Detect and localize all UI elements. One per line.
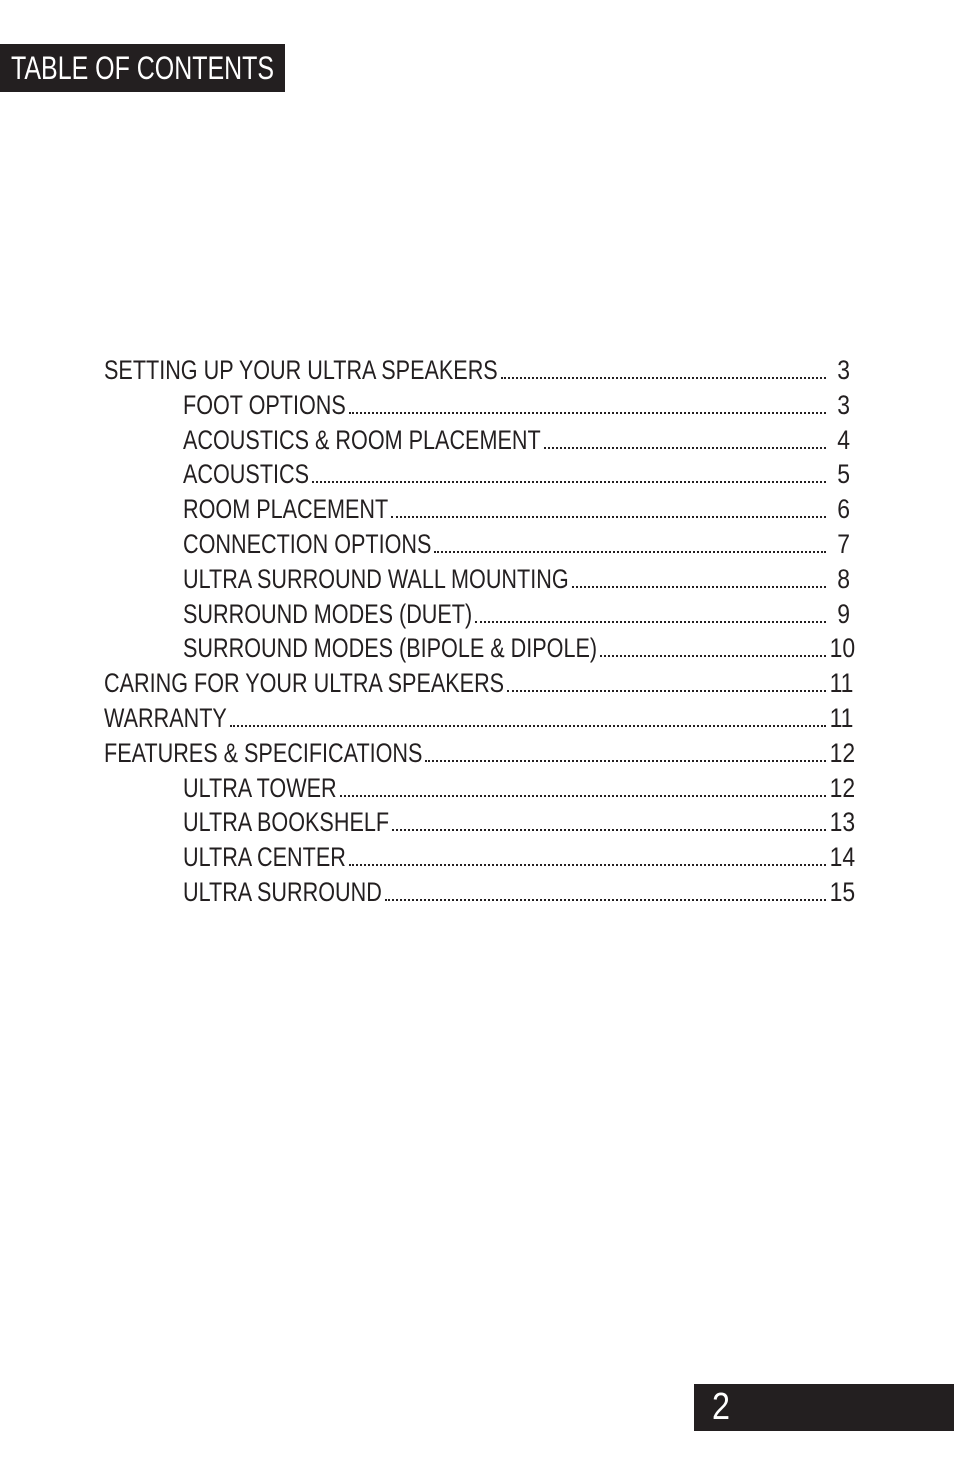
toc-dot-leader [501, 377, 826, 379]
toc-entry-page: 3 [837, 355, 850, 385]
toc-entry[interactable] [104, 666, 854, 701]
toc-dot-leader [312, 481, 826, 483]
toc-entry-page: 10 [829, 633, 856, 664]
toc-entry[interactable] [104, 631, 856, 666]
toc-entry-title: ACOUSTICS & ROOM PLACEMENT [183, 424, 541, 455]
toc-dot-leader [434, 551, 826, 553]
toc-dot-leader [230, 725, 826, 727]
toc-entry-title: FOOT OPTIONS [183, 389, 346, 420]
toc-entry-page: 6 [837, 494, 850, 525]
toc-entry[interactable] [104, 492, 850, 527]
toc-entry-title: SURROUND MODES (BIPOLE & DIPOLE) [183, 633, 598, 664]
toc-entry[interactable] [104, 527, 850, 562]
toc-entry[interactable] [104, 457, 850, 492]
toc-entry-title: ULTRA CENTER [183, 842, 346, 873]
toc-entry-page: 15 [829, 876, 856, 907]
toc-dot-leader [600, 655, 826, 657]
toc-dot-leader [340, 795, 826, 797]
table-of-contents [104, 353, 856, 910]
toc-entry-page: 9 [837, 598, 850, 629]
toc-entry[interactable] [104, 423, 850, 458]
toc-entry-page: 7 [837, 528, 850, 559]
toc-dot-leader [507, 690, 826, 692]
toc-dot-leader [385, 899, 826, 901]
toc-entry-title: CARING FOR YOUR ULTRA SPEAKERS [104, 668, 505, 699]
toc-dot-leader [475, 621, 826, 623]
toc-entry-page: 8 [837, 563, 850, 594]
toc-entry-page: 14 [829, 842, 856, 873]
toc-entry-title: ULTRA BOOKSHELF [183, 807, 390, 838]
page-number-bar [694, 1384, 954, 1431]
toc-entry-title: FEATURES & SPECIFICATIONS [104, 737, 423, 768]
toc-entry-title: SURROUND MODES (DUET) [183, 598, 473, 629]
toc-dot-leader [349, 864, 826, 866]
toc-entry-title: ACOUSTICS [183, 459, 310, 490]
toc-entry-title: ULTRA TOWER [183, 772, 337, 803]
toc-dot-leader [544, 447, 826, 449]
toc-entry-title: ROOM PLACEMENT [183, 494, 389, 525]
toc-header [0, 44, 285, 92]
toc-entry-title: CONNECTION OPTIONS [183, 528, 432, 559]
toc-entry-title: ULTRA SURROUND WALL MOUNTING [183, 563, 569, 594]
toc-entry[interactable] [104, 736, 856, 771]
toc-entry[interactable] [104, 771, 856, 806]
toc-entry-title: SETTING UP YOUR ULTRA SPEAKERS [104, 355, 498, 385]
toc-entry[interactable] [104, 388, 850, 423]
toc-dot-leader [349, 412, 826, 414]
toc-dot-leader [425, 760, 826, 762]
toc-entry-page: 12 [829, 772, 856, 803]
toc-entry[interactable] [104, 875, 856, 910]
toc-entry-title: WARRANTY [104, 702, 227, 733]
toc-entry[interactable] [104, 701, 854, 736]
toc-entry-page: 4 [837, 424, 850, 455]
toc-entry-page: 12 [829, 737, 856, 768]
toc-dot-leader [392, 829, 826, 831]
toc-dot-leader [391, 516, 826, 518]
toc-entry-page: 13 [829, 807, 856, 838]
toc-entry-page: 11 [829, 668, 854, 699]
toc-entry-title: ULTRA SURROUND [183, 876, 382, 907]
toc-entry[interactable] [104, 353, 850, 388]
toc-entry[interactable] [104, 805, 856, 840]
toc-entry-page: 5 [837, 459, 850, 490]
toc-entry[interactable] [104, 840, 856, 875]
toc-entry[interactable] [104, 597, 850, 632]
toc-dot-leader [572, 586, 826, 588]
toc-entry[interactable] [104, 562, 850, 597]
page-number: 2 [712, 1386, 730, 1428]
toc-entry-page: 11 [829, 702, 854, 733]
toc-entry-page: 3 [837, 389, 850, 420]
page-title: TABLE OF CONTENTS [11, 49, 275, 86]
